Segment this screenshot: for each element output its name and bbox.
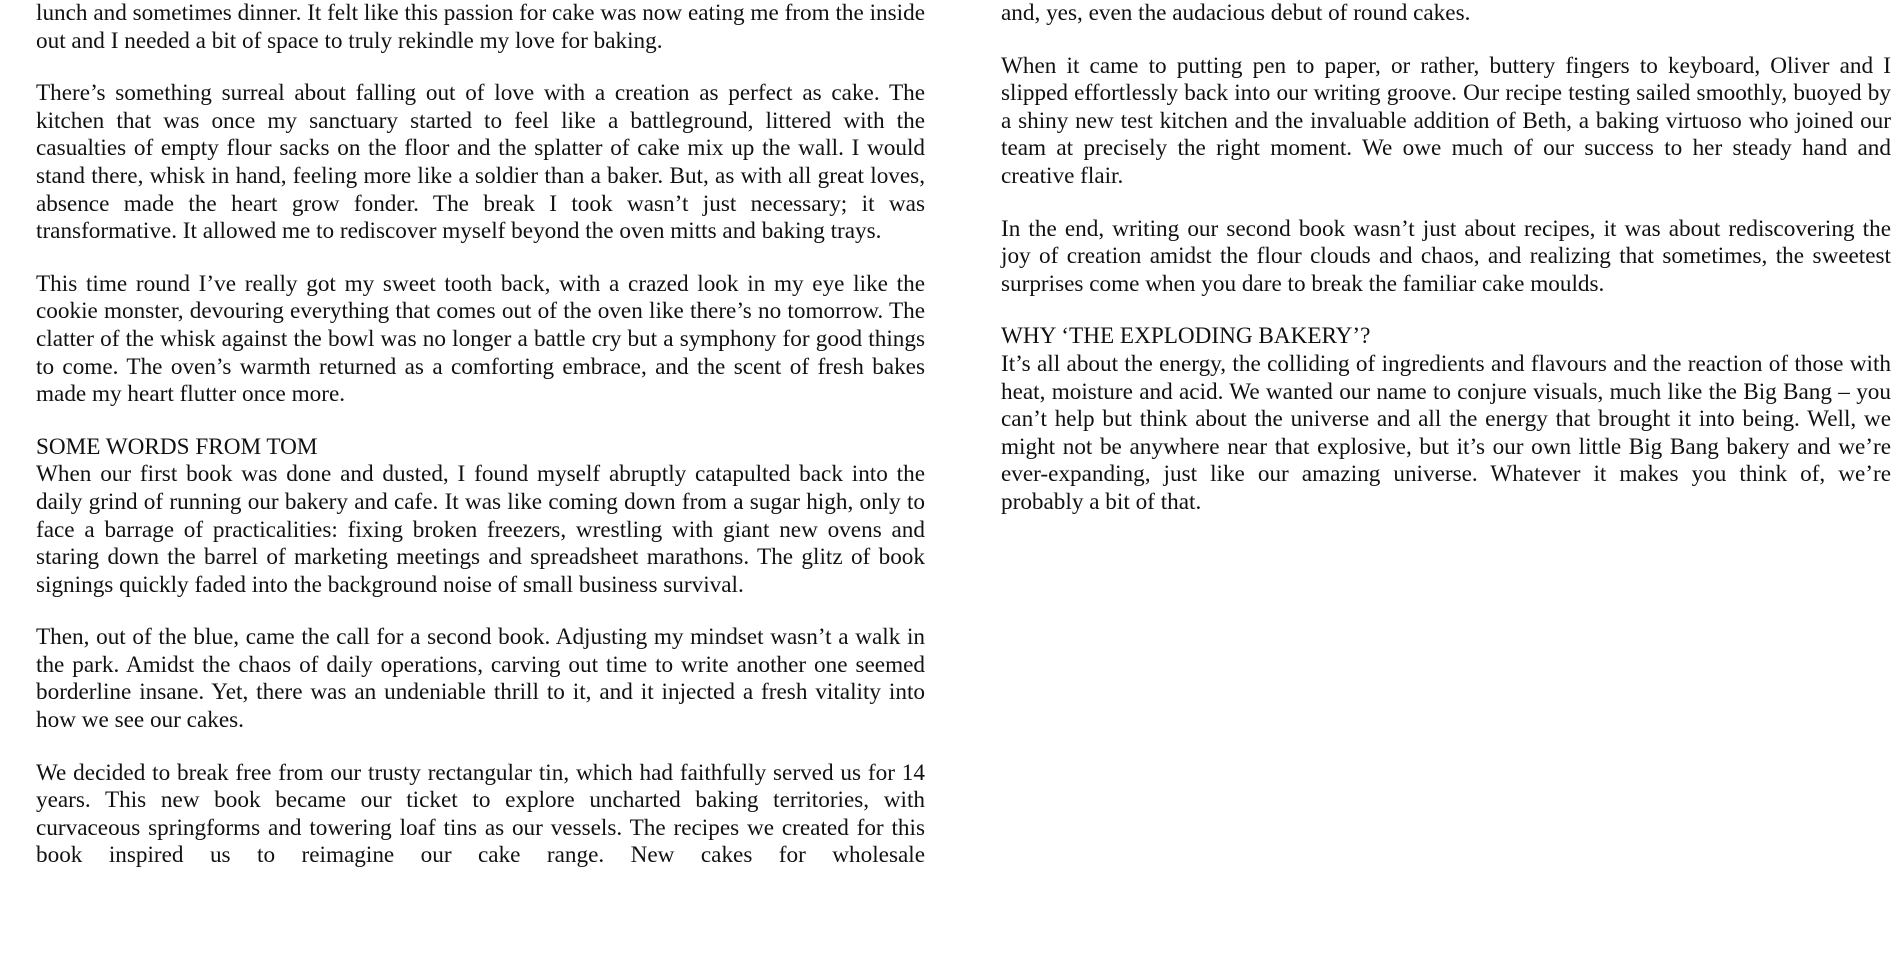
left-column <box>36 0 925 895</box>
paragraph: In the end, writing our second book wasn’t just about recipes, it was about rediscovering the joy of creation amidst the flour clouds and chaos, and realizing that sometimes, the sweetest surprises come when you dare to break the familiar cake moulds. <box>1001 215 1891 297</box>
paragraph: We decided to break free from our trusty rectangular tin, which had faithfully served us for 14 years. This new book became our ticket to explore uncharted baking territories, with curvaceous springforms and towering loaf tins as our vessels. The recipes we created for this book inspired us to reimagine our cake range. New cakes for wholesale <box>36 759 925 869</box>
paragraph: When it came to putting pen to paper, or rather, buttery fingers to keyboard, Oliver and I slipped effortlessly back into our writing groove. Our recipe testing sailed smoothly, buoyed by a shiny new test kitchen and the invaluable addition of Beth, a baking virtuoso who joined our team at precisely the right moment. We owe much of our success to her steady hand and creative flair. <box>1001 52 1891 189</box>
paragraph: This time round I’ve really got my sweet tooth back, with a crazed look in my eye like the cookie monster, devouring everything that comes out of the oven like there’s no tomorrow. The clatter of the whisk against the bowl was no longer a battle cry but a symphony for good things to come. The oven’s warmth returned as a comforting embrace, and the scent of fresh bakes made my heart flutter once more. <box>36 270 925 408</box>
section-heading: WHY ‘THE EXPLODING BAKERY’? <box>1001 323 1371 350</box>
paragraph: and, yes, even the audacious debut of round cakes. <box>1001 0 1471 26</box>
section-heading: SOME WORDS FROM TOM <box>36 433 318 460</box>
paragraph: It’s all about the energy, the colliding of ingredients and flavours and the reaction of those with heat, moisture and acid. We wanted our name to conjure visuals, much like the Big Bang – you can’t help but think about the universe and all the energy that brought it into being. Well, we might not be anywhere near that explosive, but it’s our own little Big Bang bakery and we’re ever-expanding, just like our amazing universe. Whatever it makes you think of, we’re probably a bit of that. <box>1001 350 1891 515</box>
paragraph: When our first book was done and dusted, I found myself abruptly catapulted back into the daily grind of running our bakery and cafe. It was like coming down from a sugar high, only to face a barrage of practicalities: fixing broken freezers, wrestling with giant new ovens and staring down the barrel of marketing meetings and spreadsheet marathons. The glitz of book signings quickly faded into the background noise of small business survival. <box>36 461 925 598</box>
right-column <box>1001 0 1891 542</box>
paragraph: lunch and sometimes dinner. It felt like this passion for cake was now eating me from the inside out and I needed a bit of space to truly rekindle my love for baking. <box>36 0 925 54</box>
paragraph: Then, out of the blue, came the call for a second book. Adjusting my mindset wasn’t a walk in the park. Amidst the chaos of daily operations, carving out time to write another one seemed borderline insane. Yet, there was an undeniable thrill to it, and it injected a fresh vitality into how we see our cakes. <box>36 624 925 734</box>
paragraph: There’s something surreal about falling out of love with a creation as perfect as cake. The kitchen that was once my sanctuary started to feel like a battleground, littered with the casualties of empty flour sacks on the floor and the splatter of cake mix up the wall. I would stand there, whisk in hand, feeling more like a soldier than a baker. But, as with all great loves, absence made the heart grow fonder. The break I took wasn’t just necessary; it was transformative. It allowed me to rediscover myself beyond the oven mitts and baking trays. <box>36 80 925 245</box>
